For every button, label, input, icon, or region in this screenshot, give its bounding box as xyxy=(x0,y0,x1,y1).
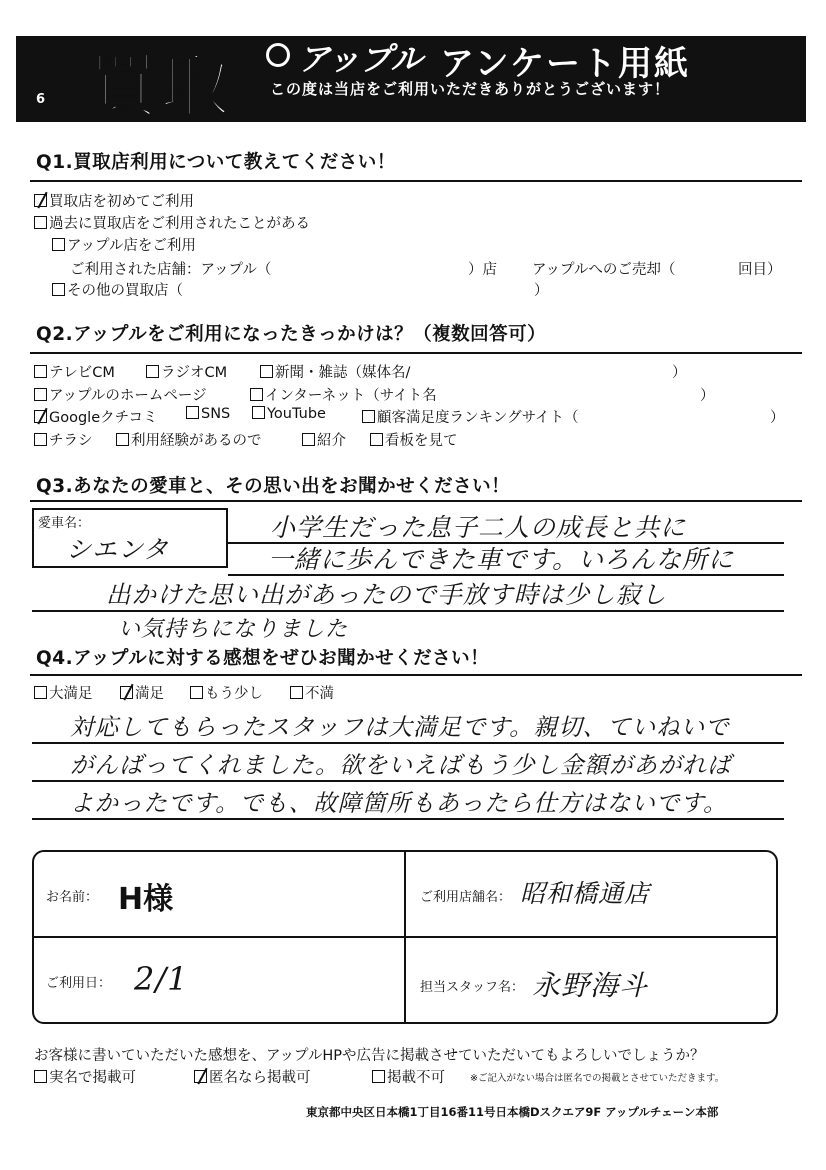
checkbox[interactable] xyxy=(34,433,47,446)
q2-option-homepage[interactable] xyxy=(34,384,207,405)
divider xyxy=(30,180,802,182)
option-label: 実名で掲載可 xyxy=(49,1070,136,1086)
q4-answer-line-1: 対応してもらったスタッフは大満足です。親切、ていねいで xyxy=(70,713,730,741)
divider xyxy=(30,674,802,676)
q1-heading: Q1.買取店利用について教えてください！ xyxy=(36,152,396,173)
q1-store-suffix: ）店 xyxy=(468,262,497,278)
answer-line xyxy=(32,818,784,820)
answer-line xyxy=(32,780,784,782)
option-label: ラジオCM xyxy=(161,365,228,381)
survey-title: アンケート用紙 xyxy=(440,44,690,84)
checkbox[interactable] xyxy=(116,433,129,446)
option-label: もう少し xyxy=(205,686,263,702)
divider xyxy=(30,500,802,502)
q1-store-label: ご利用された店舗：アップル（ xyxy=(70,262,272,278)
q1-other-suffix: ） xyxy=(534,283,549,299)
option-label: チラシ xyxy=(49,433,93,449)
q3-answer-line-2: 一緒に歩んできた車です。いろんな所に xyxy=(268,545,735,574)
q4-heading: Q4.アップルに対する感想をぜひお聞かせください！ xyxy=(36,648,490,669)
option-label: 買取店を初めてご利用 xyxy=(49,194,194,210)
q3-answer-line-3: 出かけた思い出があったので手放す時は少し寂し xyxy=(106,580,667,609)
checkbox[interactable] xyxy=(34,1070,47,1083)
checkbox[interactable] xyxy=(252,406,265,419)
name-label: お名前： xyxy=(46,890,99,905)
staff-label: 担当スタッフ名： xyxy=(420,980,525,995)
checkbox[interactable] xyxy=(370,433,383,446)
q2-option-ranking[interactable] xyxy=(362,406,579,427)
checkbox[interactable] xyxy=(372,1070,385,1083)
option-label: 新聞・雑誌（媒体名/ xyxy=(275,365,411,381)
option-label: テレビCM xyxy=(49,365,115,381)
q2-option-youtube[interactable] xyxy=(252,406,326,422)
divider xyxy=(34,936,776,938)
q2-option-experience[interactable] xyxy=(116,429,262,450)
option-label: YouTube xyxy=(267,406,326,422)
company-address: 東京都中央区日本橋1丁目16番11号日本橋Dスクエア9F アップルチェーン本部 xyxy=(306,1105,719,1119)
option-label: 紹介 xyxy=(317,433,346,449)
checkbox[interactable] xyxy=(190,686,203,699)
checkbox[interactable] xyxy=(250,388,263,401)
checkbox[interactable] xyxy=(302,433,315,446)
q3-answer-line-1: 小学生だった息子二人の成長と共に xyxy=(270,513,687,542)
car-name-value: シエンタ xyxy=(66,535,170,564)
q2-option-signboard[interactable] xyxy=(370,429,458,450)
option-label: 匿名なら掲載可 xyxy=(209,1070,311,1086)
checkbox[interactable] xyxy=(362,410,375,423)
date-label: ご利用日： xyxy=(46,976,112,991)
checkbox[interactable] xyxy=(52,283,65,296)
checkbox[interactable] xyxy=(34,388,47,401)
option-label: その他の買取店（ xyxy=(67,283,183,299)
option-label: 過去に買取店をご利用されたことがある xyxy=(49,216,310,232)
paren-close: ） xyxy=(672,365,687,381)
paren-close: ） xyxy=(770,410,785,426)
option-label: Googleクチコミ xyxy=(49,410,158,426)
q4-option-very-satisfied[interactable] xyxy=(34,682,93,703)
q4-option-satisfied[interactable] xyxy=(120,682,164,703)
kaitori-logo-text: 買取 xyxy=(88,45,232,127)
checkbox[interactable] xyxy=(34,686,47,699)
answer-line xyxy=(32,742,784,744)
car-name-label: 愛車名： xyxy=(38,516,91,531)
option-label: 大満足 xyxy=(49,686,93,702)
staff-value[interactable]: 永野海斗 xyxy=(532,969,649,1002)
option-label: 看板を見て xyxy=(385,433,458,449)
divider xyxy=(30,352,802,354)
brand-name: アップル xyxy=(298,40,423,78)
q2-option-flyer[interactable] xyxy=(34,429,93,450)
q1-sell-suffix: 回目） xyxy=(738,262,782,278)
checkbox-checked[interactable] xyxy=(34,410,47,423)
q2-option-sns[interactable] xyxy=(186,406,230,422)
q2-option-tvcm[interactable] xyxy=(34,361,115,382)
q1-sell-label: アップルへのご売却（ xyxy=(532,262,676,278)
checkbox[interactable] xyxy=(52,238,65,251)
consent-option-anonymous[interactable] xyxy=(194,1066,311,1087)
option-label: アップルのホームページ xyxy=(49,388,207,404)
publish-consent-question: お客様に書いていただいた感想を、アップルHPや広告に掲載させていただいてもよろしいでしょうか？ xyxy=(34,1048,705,1064)
q1-option-past[interactable] xyxy=(34,212,310,233)
q4-answer-line-2: がんばってくれました。欲をいえばもう少し金額があがれば xyxy=(70,751,732,779)
option-label: 利用経験があるので xyxy=(131,433,262,449)
q4-option-more[interactable] xyxy=(190,682,263,703)
q4-answer-line-3: よかったです。でも、故障箇所もあったら仕方はないです。 xyxy=(70,789,728,817)
q1-option-first[interactable] xyxy=(34,190,194,211)
checkbox-checked[interactable] xyxy=(120,686,133,699)
option-label: 不満 xyxy=(305,686,334,702)
paren-close: ） xyxy=(700,388,715,404)
header-tagline: この度は当店をご利用いただきありがとうございます！ xyxy=(270,80,671,98)
checkbox[interactable] xyxy=(34,216,47,229)
q2-option-internet[interactable] xyxy=(250,384,437,405)
checkbox[interactable] xyxy=(186,406,199,419)
option-label: SNS xyxy=(201,406,231,422)
q1-option-other[interactable] xyxy=(52,279,183,300)
option-label: 顧客満足度ランキングサイト（ xyxy=(377,410,579,426)
q2-option-google[interactable] xyxy=(34,406,158,427)
q3-heading: Q3.あなたの愛車と、その思い出をお聞かせください！ xyxy=(36,476,511,497)
option-label: アップル店をご利用 xyxy=(67,238,196,254)
q2-option-newspaper[interactable] xyxy=(260,361,410,382)
consent-option-no[interactable] xyxy=(372,1066,445,1087)
checkbox[interactable] xyxy=(34,365,47,378)
q1-option-apple[interactable] xyxy=(52,234,196,255)
option-label: 満足 xyxy=(135,686,164,702)
checkbox-checked[interactable] xyxy=(34,194,47,207)
q3-answer-line-4: い気持ちになりました xyxy=(118,617,349,642)
checkbox[interactable] xyxy=(146,365,159,378)
q2-heading: Q2.アップルをご利用になったきっかけは？（複数回答可） xyxy=(36,324,547,345)
consent-note: ※ご記入がない場合は匿名での掲載とさせていただきます。 xyxy=(470,1073,725,1084)
store-label: ご利用店舗名： xyxy=(420,890,512,905)
q2-option-referral[interactable] xyxy=(302,429,346,450)
checkbox-checked[interactable] xyxy=(194,1070,207,1083)
checkbox[interactable] xyxy=(290,686,303,699)
checkbox[interactable] xyxy=(260,365,273,378)
page-number: 6 xyxy=(36,92,46,107)
consent-option-realname[interactable] xyxy=(34,1066,136,1087)
q4-option-unsatisfied[interactable] xyxy=(290,682,334,703)
date-value[interactable]: 2/1 xyxy=(134,960,189,998)
option-label: インターネット（サイト名 xyxy=(265,388,437,404)
apple-logo-icon xyxy=(266,43,290,67)
name-value[interactable]: H様 xyxy=(118,882,174,917)
store-value[interactable]: 昭和橋通店 xyxy=(520,879,651,908)
q2-option-radiocm[interactable] xyxy=(146,361,227,382)
option-label: 掲載不可 xyxy=(387,1070,445,1086)
